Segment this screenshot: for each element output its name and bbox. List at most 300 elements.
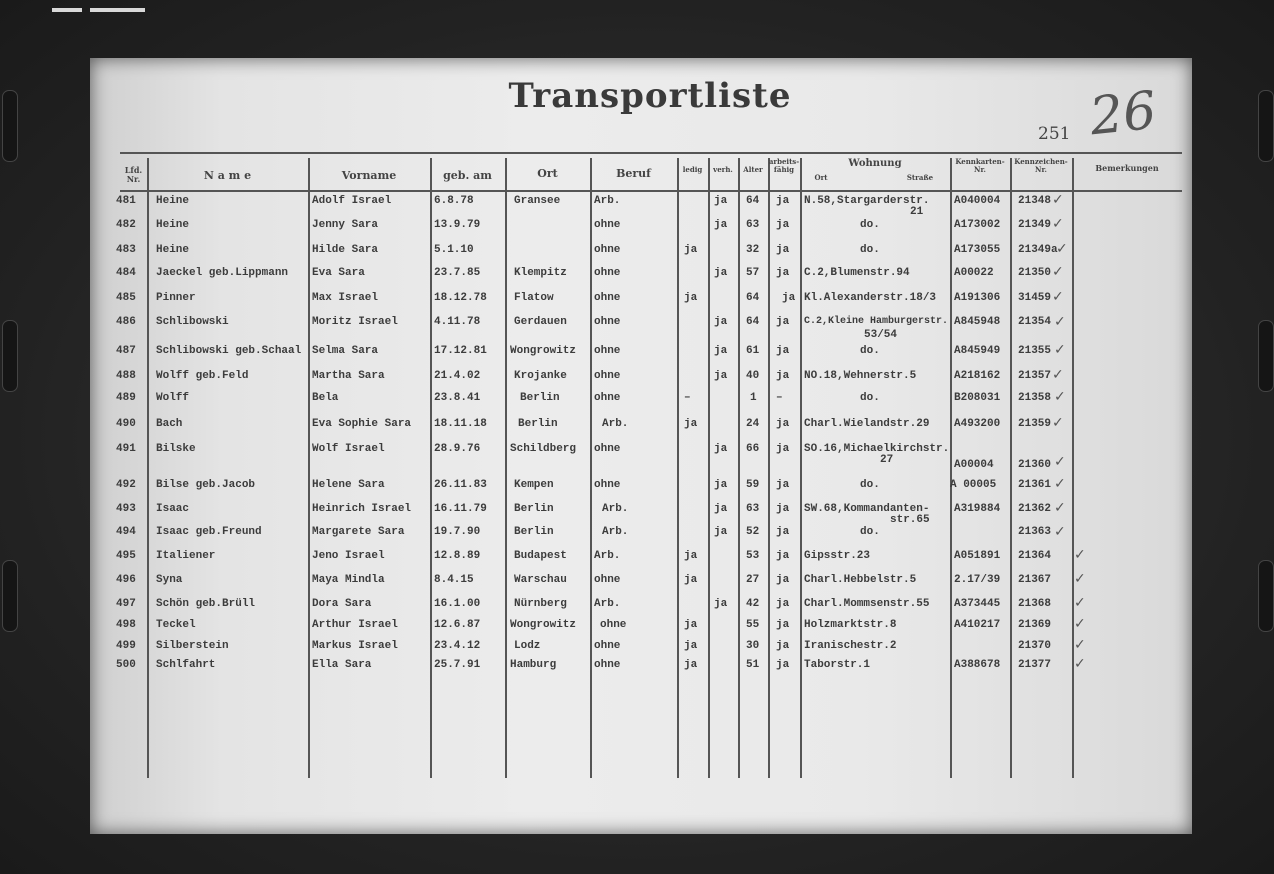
header-bottom-rule (120, 190, 1182, 192)
cell-nr: 490 (116, 418, 136, 430)
cell-kennzeichen: 21349a (1018, 244, 1058, 256)
cell-geb: 5.1.10 (434, 244, 474, 256)
cell-alter: 27 (746, 574, 760, 586)
cell-ort: Klempitz (514, 267, 567, 279)
cell-nr: 500 (116, 659, 136, 671)
cell-verh: ja (714, 316, 728, 328)
cell-geb: 16.11.79 (434, 503, 487, 515)
table-row (90, 219, 1190, 243)
cell-kennzeichen: 21377 (1018, 659, 1052, 671)
cell-wohnung-2: 27 (880, 454, 894, 466)
cell-alter: 32 (746, 244, 760, 256)
cell-ort: Berlin (518, 418, 558, 430)
cell-arb: ja (782, 292, 796, 304)
check-icon: ✓ (1052, 264, 1064, 280)
check-icon: ✓ (1054, 389, 1066, 405)
cell-wohnung: C.2,Blumenstr.94 (804, 267, 910, 279)
table-row (90, 526, 1190, 550)
cell-vorname: Eva Sara (312, 267, 365, 279)
cell-beruf: Arb. (602, 503, 629, 515)
cell-vorname: Dora Sara (312, 598, 372, 610)
document-sheet (90, 58, 1192, 834)
cell-nr: 498 (116, 619, 136, 631)
cell-verh: ja (714, 503, 728, 515)
table-row (90, 244, 1190, 268)
cell-ort: Wongrowitz (510, 619, 577, 631)
check-icon: ✓ (1054, 342, 1066, 358)
cell-kennzeichen: 21350 (1018, 267, 1052, 279)
cell-beruf: ohne (594, 316, 621, 328)
cell-nr: 481 (116, 195, 136, 207)
cell-beruf: Arb. (594, 550, 621, 562)
cell-geb: 4.11.78 (434, 316, 481, 328)
check-icon: ✓ (1074, 616, 1086, 632)
cell-kennzeichen: 21368 (1018, 598, 1052, 610)
cell-ort: Nürnberg (514, 598, 567, 610)
cell-wohnung-2: 21 (910, 206, 924, 218)
check-icon: ✓ (1054, 500, 1066, 516)
cell-arb: – (776, 392, 783, 404)
cell-arb: ja (776, 345, 790, 357)
document-title: Transportliste (508, 76, 792, 116)
cell-kennzeichen: 21360 (1018, 459, 1052, 471)
cell-name: Isaac (156, 503, 190, 515)
film-perforation (1258, 560, 1274, 632)
film-perforation (2, 90, 18, 162)
check-icon: ✓ (1074, 547, 1086, 563)
cell-ort: Budapest (514, 550, 567, 562)
cell-nr: 484 (116, 267, 136, 279)
header-bemerkungen: Bemerkungen (1095, 163, 1159, 173)
header-alter: Alter (743, 165, 763, 174)
cell-wohnung: Charl.Hebbelstr.5 (804, 574, 917, 586)
cell-alter: 64 (746, 292, 760, 304)
cell-beruf: Arb. (594, 195, 621, 207)
cell-wohnung: Charl.Mommsenstr.55 (804, 598, 930, 610)
cell-kennkarte: A173002 (954, 219, 1001, 231)
cell-vorname: Ella Sara (312, 659, 372, 671)
header-wohnung: Wohnung (848, 158, 902, 169)
cell-vorname: Martha Sara (312, 370, 385, 382)
cell-arb: ja (776, 659, 790, 671)
cell-alter: 61 (746, 345, 760, 357)
cell-beruf: ohne (594, 345, 621, 357)
cell-wohnung: do. (860, 392, 880, 404)
cell-kennkarte: A388678 (954, 659, 1001, 671)
table-row (90, 479, 1190, 503)
cell-name: Italiener (156, 550, 216, 562)
cell-ledig: ja (684, 640, 698, 652)
cell-ort: Schildberg (510, 443, 577, 455)
cell-kennzeichen: 21348 (1018, 195, 1052, 207)
cell-alter: 53 (746, 550, 760, 562)
check-icon: ✓ (1052, 415, 1064, 431)
cell-vorname: Markus Israel (312, 640, 398, 652)
cell-arb: ja (776, 267, 790, 279)
cell-geb: 26.11.83 (434, 479, 487, 491)
cell-wohnung: N.58,Stargarderstr. (804, 195, 930, 207)
cell-vorname: Heinrich Israel (312, 503, 412, 515)
cell-ort: Gransee (514, 195, 561, 207)
cell-arb: ja (776, 550, 790, 562)
cell-arb: ja (776, 619, 790, 631)
table-row (90, 370, 1190, 392)
cell-geb: 23.4.12 (434, 640, 481, 652)
cell-arb: ja (776, 195, 790, 207)
cell-vorname: Bela (312, 392, 339, 404)
cell-name: Pinner (156, 292, 196, 304)
cell-kennkarte: A410217 (954, 619, 1001, 631)
cell-beruf: ohne (600, 619, 627, 631)
header-ledig: ledig (682, 165, 703, 174)
cell-alter: 59 (746, 479, 760, 491)
cell-arb: ja (776, 640, 790, 652)
cell-wohnung-2: 53/54 (864, 329, 898, 341)
cell-name: Bilse geb.Jacob (156, 479, 256, 491)
cell-vorname: Eva Sophie Sara (312, 418, 412, 430)
header-vorname: Vorname (341, 169, 397, 182)
cell-arb: ja (776, 598, 790, 610)
header-geb-am: geb. am (443, 169, 492, 182)
cell-beruf: ohne (594, 267, 621, 279)
page-number: 251 (1038, 124, 1071, 144)
cell-kennzeichen: 21358 (1018, 392, 1052, 404)
cell-kennzeichen: 21349 (1018, 219, 1052, 231)
cell-arb: ja (776, 443, 790, 455)
check-icon: ✓ (1054, 524, 1066, 540)
cell-verh: ja (714, 219, 728, 231)
check-icon: ✓ (1052, 367, 1064, 383)
cell-wohnung: Gipsstr.23 (804, 550, 871, 562)
cell-ledig: ja (684, 418, 698, 430)
cell-ledig: ja (684, 574, 698, 586)
cell-beruf: ohne (594, 640, 621, 652)
cell-name: Syna (156, 574, 183, 586)
cell-verh: ja (714, 479, 728, 491)
cell-ort: Kempen (514, 479, 554, 491)
film-perforation (1258, 90, 1274, 162)
cell-kennzeichen: 31459 (1018, 292, 1052, 304)
cell-kennzeichen: 21357 (1018, 370, 1052, 382)
cell-arb: ja (776, 574, 790, 586)
cell-alter: 64 (746, 316, 760, 328)
cell-vorname: Adolf Israel (312, 195, 392, 207)
cell-beruf: ohne (594, 292, 621, 304)
table-row (90, 392, 1190, 414)
cell-nr: 495 (116, 550, 136, 562)
table-row (90, 550, 1190, 574)
header-kennkarten-nr: Kennkarten- Nr. (955, 157, 1005, 174)
cell-nr: 487 (116, 345, 136, 357)
cell-kennkarte: A319884 (954, 503, 1001, 515)
cell-ort: Flatow (514, 292, 554, 304)
check-icon: ✓ (1074, 656, 1086, 672)
cell-kennzeichen: 21367 (1018, 574, 1052, 586)
cell-kennzeichen: 21362 (1018, 503, 1052, 515)
cell-vorname: Hilde Sara (312, 244, 379, 256)
cell-name: Schön geb.Brüll (156, 598, 256, 610)
cell-ort: Berlin (514, 526, 554, 538)
table-row (90, 345, 1190, 369)
cell-vorname: Wolf Israel (312, 443, 385, 455)
cell-beruf: ohne (594, 659, 621, 671)
cell-verh: ja (714, 443, 728, 455)
cell-geb: 16.1.00 (434, 598, 481, 610)
cell-beruf: Arb. (602, 526, 629, 538)
cell-geb: 23.7.85 (434, 267, 481, 279)
cell-vorname: Margarete Sara (312, 526, 405, 538)
film-perforation (2, 320, 18, 392)
cell-vorname: Max Israel (312, 292, 379, 304)
check-icon: ✓ (1056, 241, 1068, 257)
cell-name: Bach (156, 418, 183, 430)
header-kennzeichen-nr: Kennzeichen- Nr. (1014, 157, 1068, 174)
check-icon: ✓ (1074, 595, 1086, 611)
check-icon: ✓ (1054, 314, 1066, 330)
table-row (90, 418, 1190, 440)
cell-beruf: ohne (594, 392, 621, 404)
cell-wohnung: Kl.Alexanderstr.18/3 (804, 292, 937, 304)
cell-geb: 19.7.90 (434, 526, 481, 538)
cell-alter: 55 (746, 619, 760, 631)
table-row (90, 619, 1190, 641)
header-wohnung-strasse: Straße (906, 173, 934, 182)
film-edge-mark (52, 8, 82, 12)
cell-kennzeichen: 21364 (1018, 550, 1052, 562)
cell-name: Schlibowski geb.Schaal (156, 345, 302, 357)
table-row (90, 574, 1190, 598)
cell-wohnung: SO.16,Michaelkirchstr. (804, 443, 950, 455)
film-perforation (1258, 320, 1274, 392)
cell-arb: ja (776, 479, 790, 491)
cell-nr: 492 (116, 479, 136, 491)
cell-beruf: Arb. (602, 418, 629, 430)
cell-wohnung: C.2,Kleine Hamburgerstr. (804, 316, 949, 327)
cell-ledig: ja (684, 244, 698, 256)
cell-arb: ja (776, 418, 790, 430)
table-row (90, 195, 1190, 219)
cell-ort: Berlin (514, 503, 554, 515)
header-ort: Ort (537, 167, 558, 180)
check-icon: ✓ (1052, 216, 1064, 232)
cell-verh: ja (714, 195, 728, 207)
cell-geb: 13.9.79 (434, 219, 481, 231)
cell-nr: 485 (116, 292, 136, 304)
table-row (90, 316, 1190, 344)
cell-kennzeichen: 21369 (1018, 619, 1052, 631)
header-name: N a m e (203, 169, 252, 182)
cell-vorname: Jeno Israel (312, 550, 385, 562)
cell-name: Heine (156, 244, 190, 256)
film-edge-mark (90, 8, 145, 12)
cell-geb: 12.6.87 (434, 619, 481, 631)
cell-nr: 488 (116, 370, 136, 382)
cell-arb: ja (776, 526, 790, 538)
cell-alter: 51 (746, 659, 760, 671)
check-icon: ✓ (1052, 289, 1064, 305)
cell-wohnung: Iranischestr.2 (804, 640, 897, 652)
check-icon: ✓ (1052, 192, 1064, 208)
header-arbeitsfaehig: arbeits- fähig (768, 157, 800, 174)
header-top-rule (120, 152, 1182, 154)
cell-wohnung: do. (860, 345, 880, 357)
cell-alter: 63 (746, 503, 760, 515)
cell-wohnung: Taborstr.1 (804, 659, 871, 671)
cell-alter: 1 (750, 392, 757, 404)
cell-name: Heine (156, 195, 190, 207)
cell-name: Silberstein (156, 640, 229, 652)
cell-nr: 486 (116, 316, 136, 328)
cell-alter: 66 (746, 443, 760, 455)
cell-beruf: ohne (594, 479, 621, 491)
cell-kennzeichen: 21354 (1018, 316, 1052, 328)
cell-nr: 482 (116, 219, 136, 231)
header-verh: verh. (713, 165, 733, 174)
cell-kennzeichen: 21355 (1018, 345, 1052, 357)
cell-verh: ja (714, 598, 728, 610)
cell-geb: 6.8.78 (434, 195, 474, 207)
cell-name: Schlibowski (156, 316, 229, 328)
cell-geb: 12.8.89 (434, 550, 481, 562)
cell-beruf: Arb. (594, 598, 621, 610)
cell-wohnung: do. (860, 244, 880, 256)
cell-geb: 18.11.18 (434, 418, 487, 430)
cell-vorname: Maya Mindla (312, 574, 385, 586)
cell-vorname: Helene Sara (312, 479, 385, 491)
cell-arb: ja (776, 244, 790, 256)
cell-kennzeichen: 21363 (1018, 526, 1052, 538)
cell-kennkarte: A493200 (954, 418, 1001, 430)
cell-kennkarte: 2.17/39 (954, 574, 1001, 586)
cell-geb: 25.7.91 (434, 659, 481, 671)
cell-geb: 23.8.41 (434, 392, 481, 404)
cell-kennkarte: A00022 (954, 267, 994, 279)
check-icon: ✓ (1074, 571, 1086, 587)
film-perforation (2, 560, 18, 632)
cell-geb: 21.4.02 (434, 370, 481, 382)
cell-geb: 18.12.78 (434, 292, 487, 304)
cell-ledig: ja (684, 659, 698, 671)
cell-kennkarte: A00004 (954, 459, 994, 471)
cell-ort: Warschau (514, 574, 567, 586)
cell-nr: 496 (116, 574, 136, 586)
cell-beruf: ohne (594, 370, 621, 382)
cell-name: Wolff geb.Feld (156, 370, 249, 382)
cell-kennkarte: A845949 (954, 345, 1001, 357)
cell-ort: Gerdauen (514, 316, 567, 328)
cell-name: Wolff (156, 392, 190, 404)
cell-vorname: Jenny Sara (312, 219, 379, 231)
cell-alter: 64 (746, 195, 760, 207)
cell-arb: ja (776, 503, 790, 515)
cell-kennkarte: A373445 (954, 598, 1001, 610)
cell-wohnung: do. (860, 479, 880, 491)
check-icon: ✓ (1054, 476, 1066, 492)
cell-wohnung-2: str.65 (890, 514, 930, 526)
cell-geb: 8.4.15 (434, 574, 474, 586)
cell-beruf: ohne (594, 219, 621, 231)
cell-alter: 30 (746, 640, 760, 652)
cell-verh: ja (714, 267, 728, 279)
cell-ledig: ja (684, 619, 698, 631)
cell-wohnung: do. (860, 526, 880, 538)
page-number-handwritten: 26 (1087, 80, 1160, 148)
cell-name: Bilske (156, 443, 196, 455)
cell-kennkarte: A 00005 (950, 479, 997, 491)
table-row (90, 640, 1190, 660)
cell-nr: 499 (116, 640, 136, 652)
cell-wohnung: SW.68,Kommandanten- (804, 503, 930, 515)
cell-verh: ja (714, 526, 728, 538)
cell-alter: 24 (746, 418, 760, 430)
cell-kennkarte: A173055 (954, 244, 1001, 256)
cell-name: Schlfahrt (156, 659, 216, 671)
cell-ort: Hamburg (510, 659, 557, 671)
cell-kennkarte: A040004 (954, 195, 1001, 207)
cell-ledig: – (684, 392, 691, 404)
cell-name: Jaeckel geb.Lippmann (156, 267, 289, 279)
cell-geb: 28.9.76 (434, 443, 481, 455)
cell-nr: 494 (116, 526, 136, 538)
cell-kennkarte: A218162 (954, 370, 1001, 382)
cell-verh: ja (714, 345, 728, 357)
cell-wohnung: do. (860, 219, 880, 231)
cell-wohnung: NO.18,Wehnerstr.5 (804, 370, 917, 382)
table-row (90, 443, 1190, 479)
cell-wohnung: Charl.Wielandstr.29 (804, 418, 930, 430)
cell-vorname: Arthur Israel (312, 619, 398, 631)
cell-beruf: ohne (594, 244, 621, 256)
cell-kennzeichen: 21359 (1018, 418, 1052, 430)
table-row (90, 267, 1190, 291)
cell-ledig: ja (684, 292, 698, 304)
cell-kennkarte: A051891 (954, 550, 1001, 562)
cell-arb: ja (776, 370, 790, 382)
cell-ort: Lodz (514, 640, 541, 652)
cell-kennzeichen: 21370 (1018, 640, 1052, 652)
cell-arb: ja (776, 316, 790, 328)
cell-name: Teckel (156, 619, 196, 631)
cell-nr: 497 (116, 598, 136, 610)
cell-alter: 63 (746, 219, 760, 231)
cell-alter: 52 (746, 526, 760, 538)
cell-wohnung: Holzmarktstr.8 (804, 619, 897, 631)
cell-name: Isaac geb.Freund (156, 526, 262, 538)
cell-ort: Wongrowitz (510, 345, 577, 357)
cell-ort: Berlin (520, 392, 560, 404)
cell-kennzeichen: 21361 (1018, 479, 1052, 491)
table-row (90, 659, 1190, 679)
table-row (90, 292, 1190, 316)
check-icon: ✓ (1074, 637, 1086, 653)
cell-geb: 17.12.81 (434, 345, 487, 357)
cell-beruf: ohne (594, 574, 621, 586)
cell-name: Heine (156, 219, 190, 231)
cell-arb: ja (776, 219, 790, 231)
cell-nr: 491 (116, 443, 136, 455)
cell-vorname: Moritz Israel (312, 316, 398, 328)
cell-nr: 483 (116, 244, 136, 256)
cell-vorname: Selma Sara (312, 345, 379, 357)
cell-verh: ja (714, 370, 728, 382)
cell-ledig: ja (684, 550, 698, 562)
cell-kennkarte: A845948 (954, 316, 1001, 328)
header-lfd-nr: Lfd. Nr. (124, 165, 143, 184)
cell-nr: 489 (116, 392, 136, 404)
cell-ort: Krojanke (514, 370, 567, 382)
cell-kennkarte: A191306 (954, 292, 1001, 304)
cell-kennkarte: B208031 (954, 392, 1001, 404)
